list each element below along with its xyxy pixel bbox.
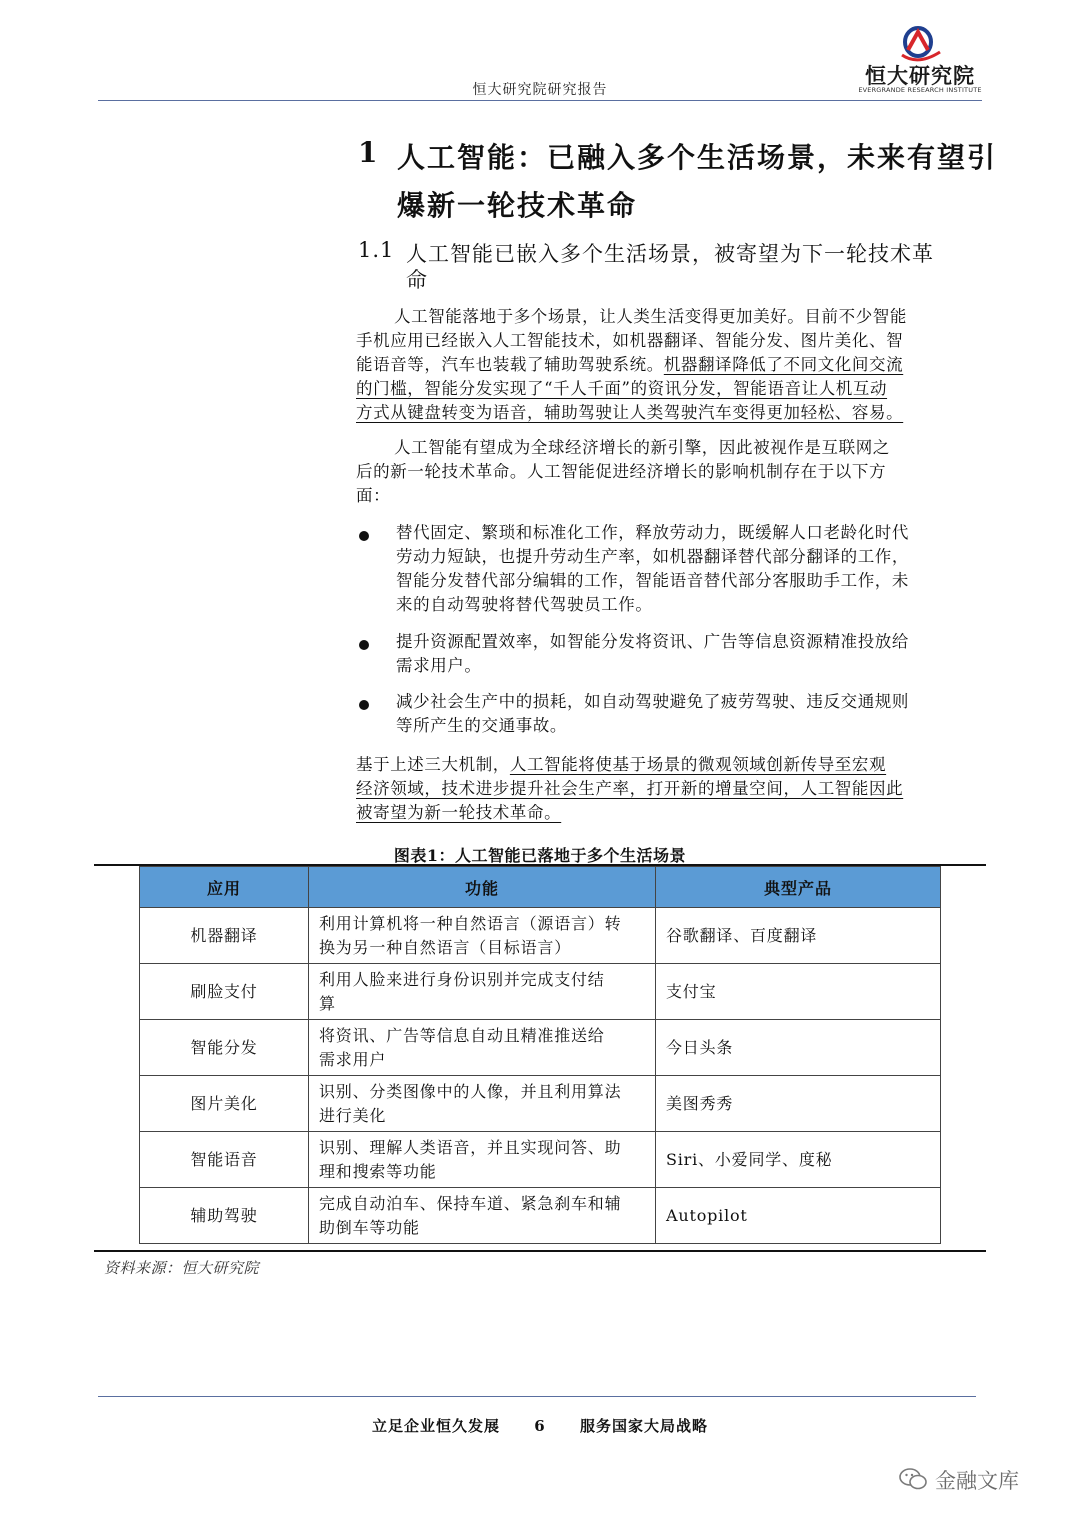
cell-app: 智能分发 (140, 1020, 309, 1076)
cell-function (309, 1076, 656, 1132)
column-header-app: 应用 (140, 867, 309, 908)
bullet-dot-icon (359, 531, 369, 541)
bullet-line: 智能分发替代部分编辑的工作，智能语音替代部分客服助手工作，未 (396, 571, 909, 590)
paragraph-3-text: 基于上述三大机制， (356, 755, 510, 774)
table-row (140, 1188, 941, 1244)
bullet-dot-icon (359, 640, 369, 650)
table-row (140, 1132, 941, 1188)
cell-function-line: 助倒车等功能 (319, 1217, 420, 1237)
cell-app: 辅助驾驶 (140, 1188, 309, 1244)
footer-right-slogan: 服务国家大局战略 (579, 1417, 708, 1435)
cell-app: 机器翻译 (140, 908, 309, 964)
paragraph-2-line: 后的新一轮技术革命。人工智能促进经济增长的影响机制存在于以下方 (356, 462, 887, 481)
bullet-item (396, 521, 909, 617)
table-row (140, 1020, 941, 1076)
scenarios-table (139, 866, 941, 1244)
table-source-note: 资料来源：恒大研究院 (104, 1259, 260, 1277)
watermark-text: 金融文库 (935, 1469, 1019, 1493)
cell-function (309, 964, 656, 1020)
bullet-line: 减少社会生产中的损耗，如自动驾驶避免了疲劳驾驶、违反交通规则 (396, 692, 909, 711)
header-title: 恒大研究院研究报告 (472, 82, 608, 98)
bullet-line: 来的自动驾驶将替代驾驶员工作。 (396, 595, 653, 614)
paragraph-1-line: 人工智能落地于多个场景，让人类生活变得更加美好。目前不少智能 (394, 307, 907, 326)
footer (0, 1415, 1080, 1436)
cell-product: Autopilot (656, 1188, 941, 1244)
section-1-1-number: 1.1 (358, 238, 395, 262)
bullet-line: 等所产生的交通事故。 (396, 716, 567, 735)
footer-left-slogan: 立足企业恒久发展 (372, 1417, 501, 1435)
cell-function-line: 换为另一种自然语言（目标语言） (319, 937, 572, 957)
column-header-product: 典型产品 (656, 867, 941, 908)
bullet-dot-icon (359, 700, 369, 710)
bullet-line: 替代固定、繁琐和标准化工作，释放劳动力，既缓解人口老龄化时代 (396, 523, 909, 542)
paragraph-1-underlined-text: 机器翻译降低了不同文化间交流 (663, 355, 904, 374)
page-number: 6 (534, 1417, 546, 1435)
bullet-item (396, 690, 909, 738)
cell-function-line: 算 (319, 993, 336, 1013)
figure-caption: 图表1：人工智能已落地于多个生活场景 (393, 846, 687, 865)
cell-function (309, 1132, 656, 1188)
paragraph-1-line (356, 353, 907, 377)
paragraph-1-text: 能语音等，汽车也装载了辅助驾驶系统。 (356, 355, 664, 374)
paragraph-1 (356, 305, 907, 425)
paragraph-1-line: 手机应用已经嵌入人工智能技术，如机器翻译、智能分发、图片美化、智 (356, 331, 904, 350)
column-header-function: 功能 (309, 867, 656, 908)
cell-function-line: 将资讯、广告等信息自动且精准推送给 (319, 1025, 605, 1045)
logo-subtitle: EVERGRANDE RESEARCH INSTITUTE (858, 86, 982, 94)
bullet-item (396, 630, 909, 678)
paragraph-2-line: 人工智能有望成为全球经济增长的新引擎，因此被视作是互联网之 (394, 438, 890, 457)
cell-product: 支付宝 (656, 964, 941, 1020)
section-1-1-title-line1: 人工智能已嵌入多个生活场景，被寄望为下一轮技术革 (406, 242, 934, 266)
logo-brand-text: 恒大研究院 (865, 63, 975, 88)
header-divider (98, 100, 982, 101)
cell-function-line: 完成自动泊车、保持车道、紧急刹车和辅 (319, 1193, 622, 1213)
cell-function (309, 1188, 656, 1244)
cell-product: 今日头条 (656, 1020, 941, 1076)
cell-function-line: 需求用户 (319, 1049, 387, 1069)
bullet-line: 需求用户。 (396, 656, 482, 675)
cell-product: Siri、小爱同学、度秘 (656, 1132, 941, 1188)
table-row (140, 964, 941, 1020)
paragraph-3 (356, 753, 903, 825)
bullet-line: 提升资源配置效率，如智能分发将资讯、广告等信息资源精准投放给 (396, 632, 909, 651)
cell-function-line: 识别、分类图像中的人像，并且利用算法 (319, 1081, 622, 1101)
paragraph-2-line: 面： (356, 486, 391, 505)
table-header-row (140, 867, 941, 908)
cell-product: 美图秀秀 (656, 1076, 941, 1132)
paragraph-3-underlined-line: 经济领域，技术进步提升社会生产率，打开新的增量空间，人工智能因此 (356, 779, 904, 798)
table-row (140, 1076, 941, 1132)
section-1-number: 1 (358, 136, 380, 169)
paragraph-1-underlined-line: 方式从键盘转变为语音，辅助驾驶让人类驾驶汽车变得更加轻松、容易。 (356, 403, 904, 422)
cell-function-line: 利用人脸来进行身份识别并完成支付结 (319, 969, 605, 989)
cell-function-line: 利用计算机将一种自然语言（源语言）转 (319, 913, 622, 933)
paragraph-1-underlined-line: 的门槛，智能分发实现了“千人千面”的资讯分发，智能语音让人机互动 (356, 379, 888, 398)
paragraph-3-underlined-line: 被寄望为新一轮技术革命。 (356, 803, 562, 822)
cell-app: 图片美化 (140, 1076, 309, 1132)
paragraph-3-underlined-text: 人工智能将使基于场景的微观领域创新传导至宏观 (509, 755, 887, 774)
cell-product: 谷歌翻译、百度翻译 (656, 908, 941, 964)
cell-app: 刷脸支付 (140, 964, 309, 1020)
footer-divider (98, 1396, 976, 1397)
cell-function-line: 进行美化 (319, 1105, 387, 1125)
table-bottom-rule (94, 1250, 986, 1252)
cell-function-line: 识别、理解人类语音，并且实现问答、助 (319, 1137, 622, 1157)
bullet-line: 劳动力短缺，也提升劳动生产率，如机器翻译替代部分翻译的工作， (396, 547, 909, 566)
wechat-icon (898, 1467, 928, 1491)
cell-app: 智能语音 (140, 1132, 309, 1188)
section-1-title-line1: 人工智能：已融入多个生活场景，未来有望引 (397, 141, 998, 174)
section-1-1-title-line2: 命 (406, 268, 428, 292)
paragraph-3-line (356, 753, 903, 777)
paragraph-2 (356, 436, 890, 508)
cell-function (309, 908, 656, 964)
cell-function (309, 1020, 656, 1076)
section-1-title-line2: 爆新一轮技术革命 (397, 189, 638, 222)
table-row (140, 908, 941, 964)
cell-function-line: 理和搜索等功能 (319, 1161, 437, 1181)
